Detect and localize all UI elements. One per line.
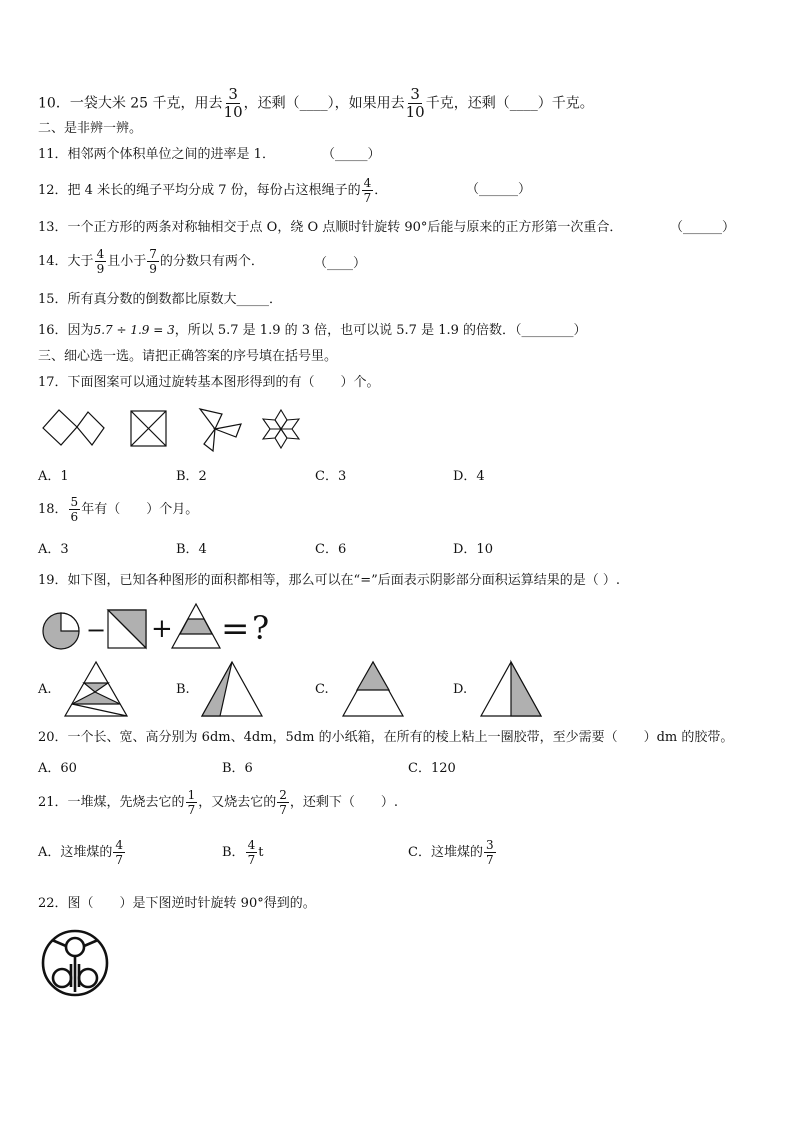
q17-option-b[interactable]: B．2 — [176, 469, 207, 484]
q21-fraction-1: $\frac{1}{7}$ — [187, 788, 196, 817]
q20-option-a[interactable]: A．60 — [38, 761, 77, 776]
q10-fraction-1: $\frac{3}{10}$ — [223, 85, 243, 121]
q10-text-a: 一袋大米 25 千克，用去 — [69, 95, 223, 112]
q14-fraction-2: $\frac{7}{9}$ — [149, 247, 157, 276]
q13-number: 13． — [38, 220, 68, 235]
q17-option-d[interactable]: D．4 — [453, 469, 485, 484]
q19-equals-sign: = — [221, 609, 250, 649]
q10-number: 10． — [38, 95, 70, 112]
q18-number: 18． — [38, 502, 68, 517]
q21-option-a-fraction: $\frac{4}{7}$ — [115, 838, 124, 867]
q21-option-a-label: A．这堆煤的 — [38, 845, 113, 860]
q21-text-c: ，还剩下（ ）. — [289, 795, 398, 810]
q14-number: 14． — [38, 254, 68, 269]
q16-text-a: 因为 — [67, 323, 94, 338]
q21-text-b: ，又烧去它的 — [198, 795, 277, 810]
q16-formula: 5.7 ÷ 1.9 = 3 — [93, 323, 175, 337]
q21-option-b-fraction: $\frac{4}{7}$ — [247, 838, 256, 867]
q18-fraction: $\frac{5}{6}$ — [70, 495, 79, 524]
q21-option-b-label: B． — [222, 845, 245, 860]
q11-number: 11． — [38, 147, 68, 162]
q19-plus-sign: + — [151, 614, 173, 644]
q10-text-b: ，还剩（____），如果用去 — [243, 95, 405, 112]
q16-number: 16． — [38, 323, 68, 338]
q21-option-c-fraction: $\frac{3}{7}$ — [485, 838, 494, 867]
q21-option-c-label: C．这堆煤的 — [408, 845, 483, 860]
section-3-heading: 三、细心选一选。请把正确答案的序号填在括号里。 — [38, 349, 338, 364]
q12-answer-blank[interactable]: （______） — [466, 182, 532, 197]
q19-option-d[interactable]: D. — [453, 682, 468, 697]
q18-option-c[interactable]: C．6 — [315, 542, 347, 557]
q14-fraction-1: $\frac{4}{9}$ — [96, 247, 105, 276]
q21-option-b-unit: t — [258, 845, 264, 860]
q19-option-b[interactable]: B. — [176, 682, 190, 697]
q13-text: 一个正方形的两条对称轴相交于点 O，绕 O 点顺时针旋转 90°后能与原来的正方形第一次重合． — [67, 220, 623, 235]
q15-text: 所有真分数的倒数都比原数大_____． — [67, 292, 283, 307]
q17-option-c[interactable]: C．3 — [315, 469, 347, 484]
q18-option-d[interactable]: D．10 — [453, 542, 493, 557]
q15-number: 15． — [38, 292, 68, 307]
q13-answer-blank[interactable]: （______） — [670, 220, 736, 235]
q18-option-a[interactable]: A．3 — [38, 542, 69, 557]
q20-option-c[interactable]: C．120 — [408, 761, 456, 776]
q17-number: 17． — [38, 375, 68, 390]
q10-fraction-2: $\frac{3}{10}$ — [405, 85, 425, 121]
q19-option-c[interactable]: C. — [315, 682, 329, 697]
q14-text-b: 且小于 — [107, 254, 147, 269]
q14-text-a: 大于 — [67, 254, 94, 269]
q19-number: 19． — [38, 573, 68, 588]
q19-minus-sign: − — [86, 616, 107, 644]
q16-text-b: ，所以 5.7 是 1.9 的 3 倍，也可以说 5.7 是 1.9 的倍数． — [174, 323, 516, 338]
q20-number: 20． — [38, 730, 68, 745]
q22-number: 22． — [38, 896, 68, 911]
q11-answer-blank[interactable]: （_____） — [322, 147, 381, 162]
q17-option-a[interactable]: A．1 — [38, 469, 69, 484]
q21-number: 21． — [38, 795, 68, 810]
q14-text-c: 的分数只有两个． — [159, 254, 264, 269]
q12-fraction: $\frac{4}{7}$ — [363, 176, 372, 205]
q19-option-a[interactable]: A. — [38, 682, 52, 697]
q18-option-b[interactable]: B．4 — [176, 542, 207, 557]
q19-question-mark: ? — [252, 609, 270, 647]
q12-text: 把 4 米长的绳子平均分成 7 份，每份占这根绳子的 — [67, 183, 361, 198]
q22-text: 图（ ）是下图逆时针旋转 90°得到的。 — [67, 896, 316, 911]
q12-number: 12． — [38, 183, 68, 198]
q11-text: 相邻两个体积单位之间的进率是 1． — [67, 147, 275, 162]
q21-text-a: 一堆煤，先烧去它的 — [67, 795, 185, 810]
q18-text: 年有（ ）个月。 — [81, 502, 199, 517]
q20-option-b[interactable]: B．6 — [222, 761, 253, 776]
q16-answer-blank[interactable]: （________） — [515, 323, 587, 338]
q10-text-c: 千克，还剩（____）千克。 — [425, 95, 594, 112]
q14-answer-blank[interactable]: （____） — [314, 256, 367, 271]
q12-tail: ． — [374, 183, 388, 198]
q20-text: 一个长、宽、高分别为 6dm、4dm，5dm 的小纸箱，在所有的棱上粘上一圈胶带，至少需要（ ）dm 的胶带。 — [67, 730, 734, 745]
q19-text: 如下图，已知各种图形的面积都相等，那么可以在“=”后面表示阴影部分面积运算结果的是（ ）. — [67, 573, 620, 588]
q17-text: 下面图案可以通过旋转基本图形得到的有（ ）个。 — [67, 375, 380, 390]
section-2-heading: 二、是非辨一辨。 — [38, 121, 143, 136]
q21-fraction-2: $\frac{2}{7}$ — [279, 788, 287, 817]
